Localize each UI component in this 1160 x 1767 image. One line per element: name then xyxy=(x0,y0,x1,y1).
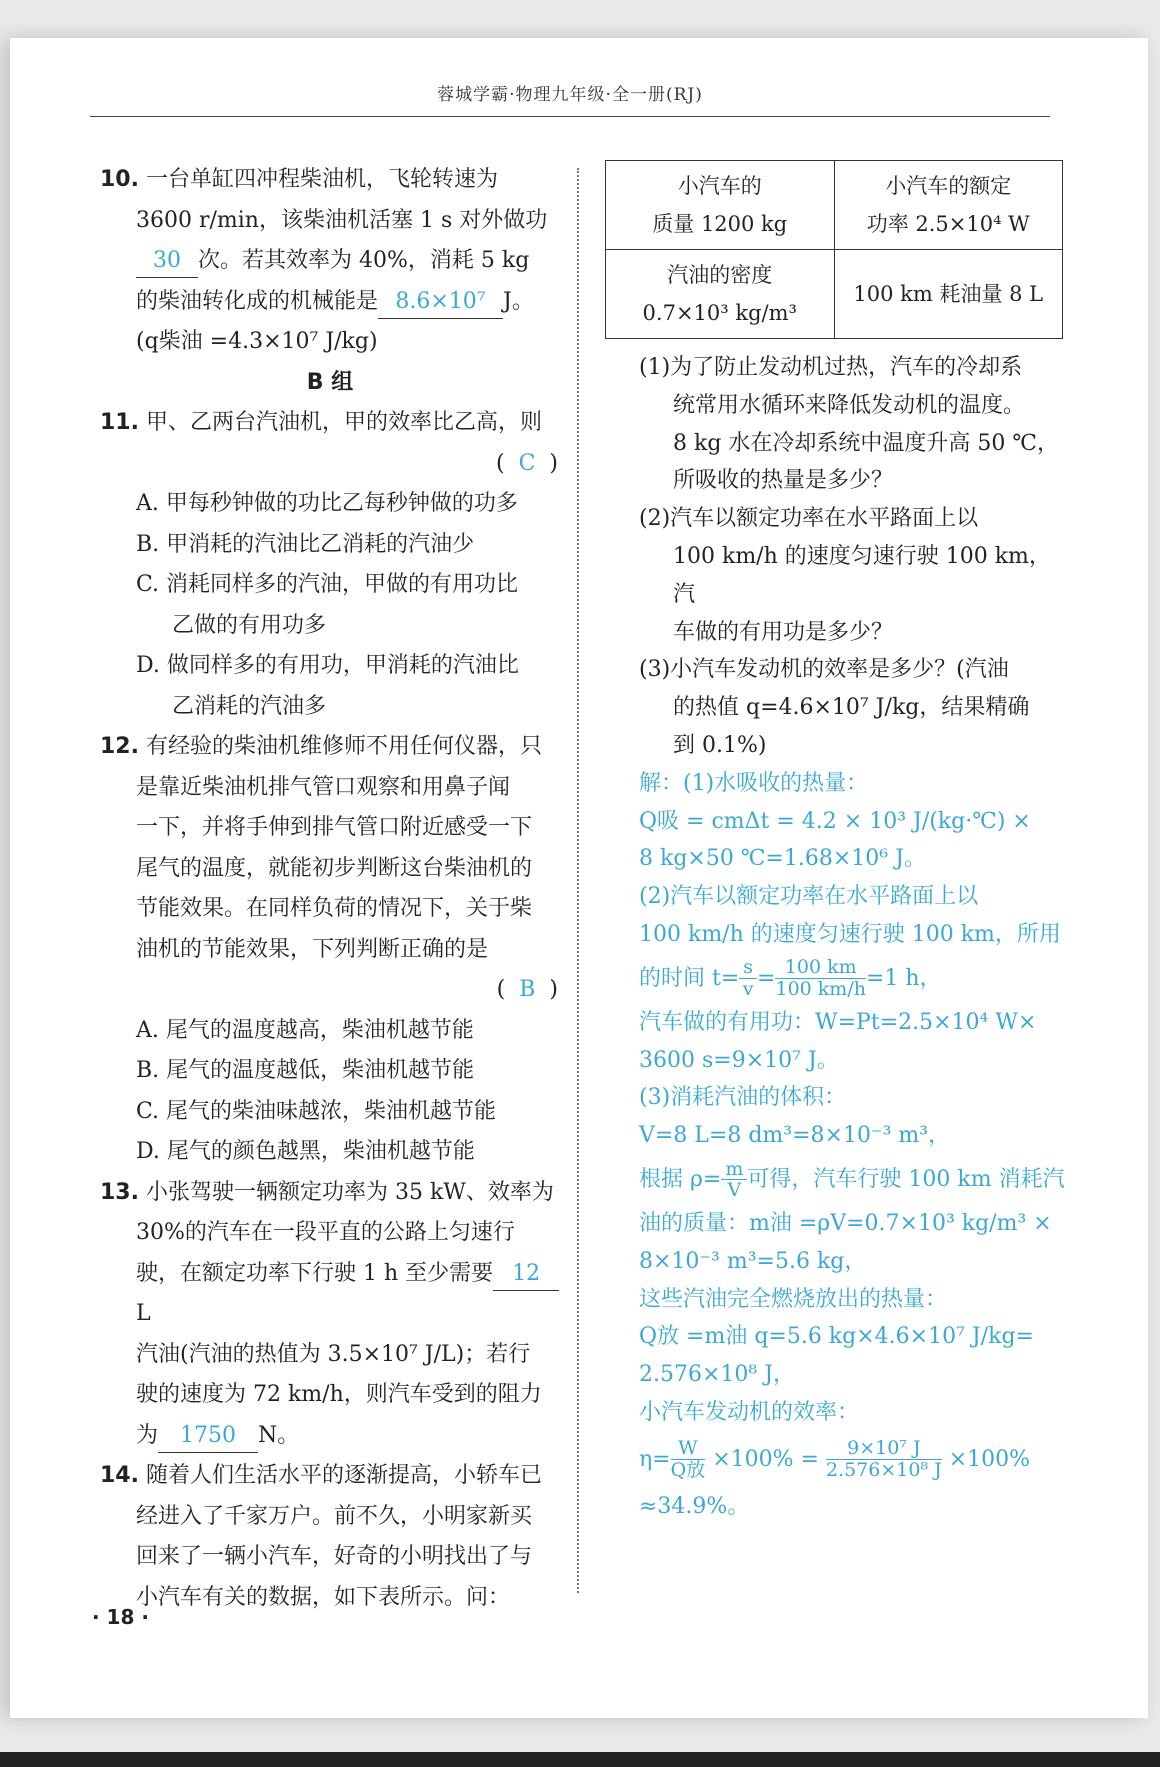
table-cell: 小汽车的额定 功率 2.5×10⁴ W xyxy=(834,161,1063,250)
answer-paren: ( B ) xyxy=(496,977,558,1002)
fraction: $\frac{100 km}{100 km/h}$ xyxy=(775,956,866,1001)
question-10: 10. 一台单缸四冲程柴油机，飞轮转速为 3600 r/min，该柴油机活塞 1 s 对外做功 30 次。若其效率为 40%，消耗 5 kg 的柴油转化成的机械能是 8.6×10⁷ J。 (q柴油 =4.3×10⁷ J/kg) xyxy=(100,167,548,354)
fraction: $\frac{s}{v}$ xyxy=(739,957,757,1000)
question-number: 11. xyxy=(100,410,139,435)
page-number: · 18 · xyxy=(92,1605,149,1629)
bottom-bar xyxy=(0,1752,1160,1767)
option-a: A. 甲每秒钟做的功比乙每秒钟做的功多 xyxy=(136,491,518,516)
question-number: 10. xyxy=(100,167,139,192)
option-d: D. 做同样多的有用功，甲消耗的汽油比 xyxy=(136,653,519,678)
fraction: $\frac{W}{\text{Q放}}$ xyxy=(670,1437,706,1482)
answer-blank: 1750 xyxy=(158,1420,258,1453)
option-c: C. 尾气的柴油味越浓，柴油机越节能 xyxy=(136,1098,497,1124)
question-number: 12. xyxy=(100,734,139,759)
option-b: B. 尾气的温度越低，柴油机越节能 xyxy=(136,1058,475,1083)
car-data-table xyxy=(605,160,1063,339)
fraction: $\frac{\text{9×10⁷ J}}{\text{2.576×10⁸ J}}$ xyxy=(825,1437,942,1482)
page-header: 蓉城学霸·物理九年级·全一册(RJ) xyxy=(90,80,1050,117)
question-number: 13. xyxy=(100,1179,139,1205)
answer-paren: ( C ) xyxy=(496,450,558,476)
answer-blank: 12 xyxy=(493,1258,559,1291)
left-column xyxy=(100,160,560,1618)
question-14: 14. 随着人们生活水平的逐渐提高，小轿车已 经进入了千家万户。前不久，小明家新买 回来了一辆小汽车，好奇的小明找出了与 小汽车有关的数据，如下表所示。问： xyxy=(100,1463,542,1610)
answer-blank: 30 xyxy=(136,245,198,278)
question-number: 14. xyxy=(100,1463,139,1488)
option-a: A. 尾气的温度越高，柴油机越节能 xyxy=(136,1017,474,1043)
column-divider xyxy=(577,168,579,1593)
fraction: $\frac{m}{V}$ xyxy=(721,1159,747,1202)
question-13: 13. 小张驾驶一辆额定功率为 35 kW、效率为 30%的汽车在一段平直的公路上匀速行 驶，在额定功率下行驶 1 h 至少需要 12L 汽油(汽油的热值为 3.5×10⁷ J/L)；若行 驶的速度为 72 km/h，则汽车受到的阻力 为 1750 N。 xyxy=(100,1173,560,1457)
question-11: 11. 甲、乙两台汽油机，甲的效率比乙高，则 ( C ) A. 甲每秒钟做的功比乙每秒钟做的功多 B. 甲消耗的汽油比乙消耗的汽油少 C. 消耗同样多的汽油，甲做的有用功比 乙做的有用功多 D. 做同样多的有用功，甲消耗的汽油比 乙消耗的汽油多 xyxy=(100,410,558,719)
answer-blank: 8.6×10⁷ xyxy=(378,286,503,319)
option-b: B. 甲消耗的汽油比乙消耗的汽油少 xyxy=(136,531,475,557)
right-column xyxy=(605,160,1065,1526)
group-title: B 组 xyxy=(306,369,354,395)
table-cell: 小汽车的 质量 1200 kg xyxy=(606,161,835,250)
option-d: D. 尾气的颜色越黑，柴油机越节能 xyxy=(136,1139,475,1164)
table-cell: 汽油的密度 0.7×10³ kg/m³ xyxy=(606,250,835,339)
table-cell: 100 km 耗油量 8 L xyxy=(834,250,1063,339)
option-c: C. 消耗同样多的汽油，甲做的有用功比 xyxy=(136,572,519,597)
solution: 解：(1)水吸收的热量： Q吸 = cmΔt = 4.2 × 10³ J/(kg·℃) × 8 kg×50 ℃=1.68×10⁶ J。 (2)汽车以额定功率在水平路面上以 100 km/h 的速度匀速行驶 100 km，所用 的时间 t= $\frac{s}{v}$ = $\frac{100 km}{100 km/h}$ =1 h， 汽车做的有用功：W=Pt=2.5×10⁴ W× 3600 s=9×10⁷ J。 (3)消耗汽油的体积： V=8 L=8 dm³=8×10⁻³ m³， 根据 ρ= $\frac{m}{V}$ 可得，汽车行驶 100 km 消耗汽 油的质量：m油 =ρV=0.7×10³ kg/m³ × 8×10⁻³ m³=5.6 kg， 这些汽油完全燃烧放出的热量： Q放 =m油 q=5.6 kg×4.6×10⁷ J/kg= 2.576×10⁸ J， 小汽车发动机的效率： η= $\frac{W}{\text{Q放}}$ ×100% = $\frac{\text{9×10⁷ J}}{\text{2.576×10⁸ J}}$ ×100% ≈34.9%。 xyxy=(639,770,1065,1519)
subquestions: (1)为了防止发动机过热，汽车的冷却系 统常用水循环来降低发动机的温度。 8 kg 水在冷却系统中温度升高 50 ℃， 所吸收的热量是多少？ (2)汽车以额定功率在水平路面上以 100 km/h 的速度匀速行驶 100 km，汽 车做的有用功是多少？ (3)小汽车发动机的效率是多少？(汽油 的热值 q=4.6×10⁷ J/kg，结果精确 到 0.1%) xyxy=(639,355,1059,758)
question-12: 12. 有经验的柴油机维修师不用任何仪器，只 是靠近柴油机排气管口观察和用鼻子闻 一下，并将手伸到排气管口附近感受一下 尾气的温度，就能初步判断这台柴油机的 节能效果。在同样负荷的情况下，关于柴 油机的节能效果，下列判断正确的是 ( B ) A. 尾气的温度越高，柴油机越节能 B. 尾气的温度越低，柴油机越节能 C. 尾气的柴油味越浓，柴油机越节能 D. 尾气的颜色越黑，柴油机越节能 xyxy=(100,727,560,1173)
